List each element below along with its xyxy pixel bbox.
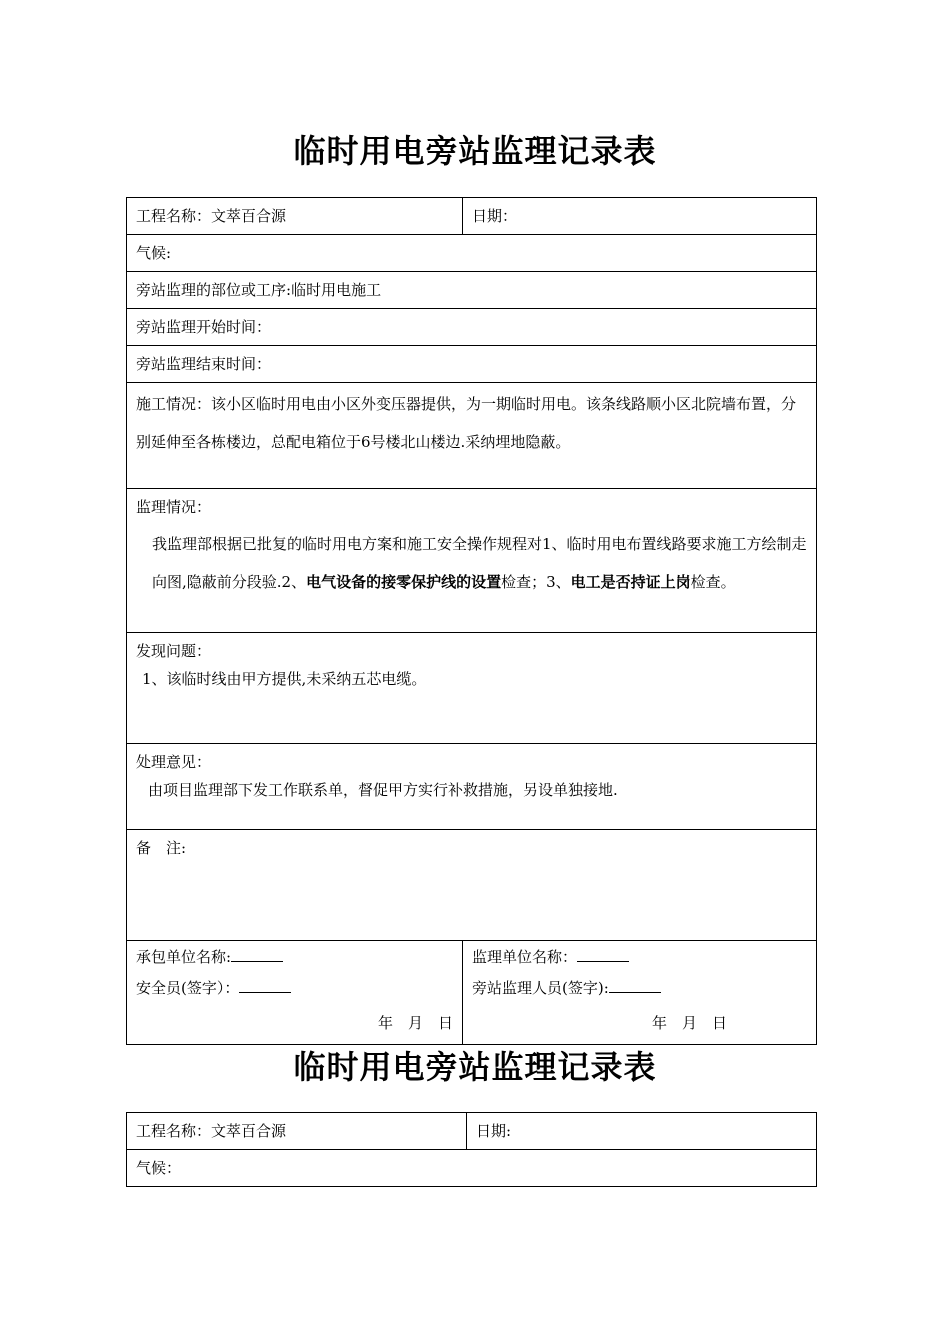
- start-time-label: 旁站监理开始时间：: [136, 318, 272, 336]
- supervision-record-form-2: [126, 1112, 817, 1187]
- handling-label: 处理意见：: [136, 753, 212, 771]
- supervision-cell: [127, 489, 817, 633]
- supervision-text: 我监理部根据已批复的临时用电方案和施工安全操作规程对1、临时用电布置线路要求施工方绘制走向图,隐蔽前分段验.2、: [152, 535, 807, 591]
- supervisor-date: 年 月 日: [651, 1014, 727, 1032]
- problem-text: 1、该临时线由甲方提供,未采纳五芯电缆。: [142, 670, 427, 688]
- climate-cell-2: [127, 1150, 817, 1187]
- supervision-text-2: 检查；3、: [501, 573, 571, 591]
- date-label: 日期：: [472, 207, 518, 225]
- problem-cell: [127, 633, 817, 744]
- date-label-2: 日期:: [476, 1122, 512, 1140]
- date-cell: [463, 198, 817, 235]
- contractor-underline: [231, 947, 283, 962]
- supervision-part-value: 临时用电施工: [291, 281, 382, 299]
- remarks-label: 备 注:: [136, 839, 187, 857]
- supervisor-unit-label: 监理单位名称：: [472, 948, 578, 966]
- supervision-bold-2: 电工是否持证上岗: [570, 573, 691, 591]
- contractor-signature-cell: [127, 941, 463, 1045]
- supervision-text-3: 检查。: [690, 573, 736, 591]
- contractor-date: 年 月 日: [377, 1014, 453, 1032]
- supervisor-signature-cell: [463, 941, 817, 1045]
- project-name-cell-2: [127, 1113, 467, 1150]
- supervision-part-cell: [127, 272, 817, 309]
- project-name-value: 文萃百合源: [211, 207, 287, 225]
- remarks-cell: [127, 830, 817, 941]
- contractor-label: 承包单位名称:: [136, 948, 232, 966]
- supervision-record-form: [126, 197, 817, 1045]
- start-time-cell: [127, 309, 817, 346]
- project-name-value-2: 文萃百合源: [211, 1122, 287, 1140]
- handling-cell: [127, 744, 817, 830]
- construction-label: 施工情况：: [136, 395, 212, 413]
- problem-label: 发现问题：: [136, 642, 212, 660]
- supervisor-person-label: 旁站监理人员(签字):: [472, 979, 609, 997]
- supervision-bold-1: 电气设备的接零保护线的设置: [306, 573, 502, 591]
- page-title: 临时用电旁站监理记录表: [293, 132, 657, 170]
- supervision-part-label: 旁站监理的部位或工序:: [136, 281, 292, 299]
- end-time-cell: [127, 346, 817, 383]
- end-time-label: 旁站监理结束时间：: [136, 355, 272, 373]
- supervision-label: 监理情况：: [136, 498, 212, 516]
- construction-text: 该小区临时用电由小区外变压器提供，为一期临时用电。该条线路顺小区北院墙布置，分别延伸至各栋楼边，总配电箱位于6号楼北山楼边.采纳埋地隐蔽。: [136, 395, 797, 451]
- date-cell-2: [467, 1113, 817, 1150]
- safety-officer-label: 安全员(签字）：: [136, 979, 240, 997]
- project-name-cell: [127, 198, 463, 235]
- construction-cell: [127, 383, 817, 489]
- climate-label-2: 气候：: [136, 1159, 182, 1177]
- handling-text: 由项目监理部下发工作联系单，督促甲方实行补救措施，另设单独接地.: [148, 781, 618, 799]
- climate-label: 气候:: [136, 244, 172, 262]
- climate-cell: [127, 235, 817, 272]
- page-title-2: 临时用电旁站监理记录表: [293, 1048, 657, 1086]
- supervisor-unit-underline: [577, 947, 629, 962]
- safety-officer-underline: [239, 978, 291, 993]
- project-name-label: 工程名称：: [136, 207, 212, 225]
- project-name-label-2: 工程名称：: [136, 1122, 212, 1140]
- supervisor-person-underline: [609, 978, 661, 993]
